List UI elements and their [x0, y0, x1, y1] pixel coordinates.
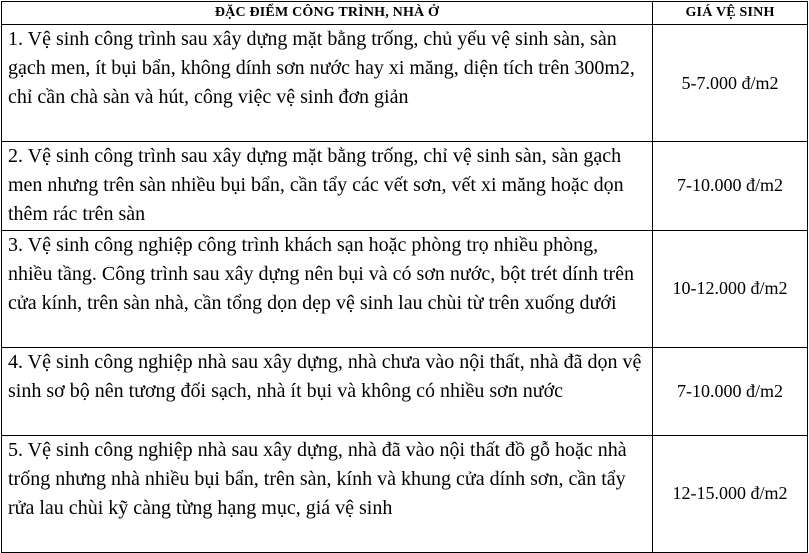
row-description: 5. Vệ sinh công nghiệp nhà sau xây dựng, nhà đã vào nội thất đồ gỗ hoặc nhà trống nhưng nhà nhiều bụi bẩn, trên sàn, kính và khung cửa dính sơn, cần tẩy rửa lau chùi kỹ càng từng hạng mục, giá vệ sinh — [2, 435, 653, 552]
row-description: 1. Vệ sinh công trình sau xây dựng mặt bằng trống, chủ yếu vệ sinh sàn, sàn gạch men, ít bụi bẩn, không dính sơn nước hay xi măng, diện tích trên 300m2, chỉ cần chà sàn và hút, công việc vệ sinh đơn giản — [2, 25, 653, 142]
table-row — [2, 435, 808, 552]
header-description: ĐẶC ĐIỂM CÔNG TRÌNH, NHÀ Ở — [2, 2, 653, 25]
table-header-row — [2, 2, 808, 25]
row-price: 12-15.000 đ/m2 — [653, 435, 808, 552]
row-price: 7-10.000 đ/m2 — [653, 142, 808, 231]
cleaning-price-table — [1, 1, 808, 553]
row-description: 2. Vệ sinh công trình sau xây dựng mặt bằng trống, chỉ vệ sinh sàn, sàn gạch men nhưng trên sàn nhiều bụi bẩn, cần tẩy các vết sơn, vết xi măng hoặc dọn thêm rác trên sàn — [2, 142, 653, 231]
row-price: 7-10.000 đ/m2 — [653, 347, 808, 435]
table-row — [2, 142, 808, 231]
row-price: 5-7.000 đ/m2 — [653, 25, 808, 142]
table-row — [2, 347, 808, 435]
header-price: GIÁ VỆ SINH — [653, 2, 808, 25]
row-description: 4. Vệ sinh công nghiệp nhà sau xây dựng, nhà chưa vào nội thất, nhà đã dọn vệ sinh sơ bộ nên tương đối sạch, nhà ít bụi và không có nhiều sơn nước — [2, 347, 653, 435]
row-price: 10-12.000 đ/m2 — [653, 230, 808, 347]
row-description: 3. Vệ sinh công nghiệp công trình khách sạn hoặc phòng trọ nhiều phòng, nhiều tầng. Công trình sau xây dựng nên bụi và có sơn nước, bột trét dính trên cửa kính, trên sàn nhà, cần tổng dọn dẹp vệ sinh lau chùi từ trên xuống dưới — [2, 230, 653, 347]
table-row — [2, 25, 808, 142]
table-row — [2, 230, 808, 347]
